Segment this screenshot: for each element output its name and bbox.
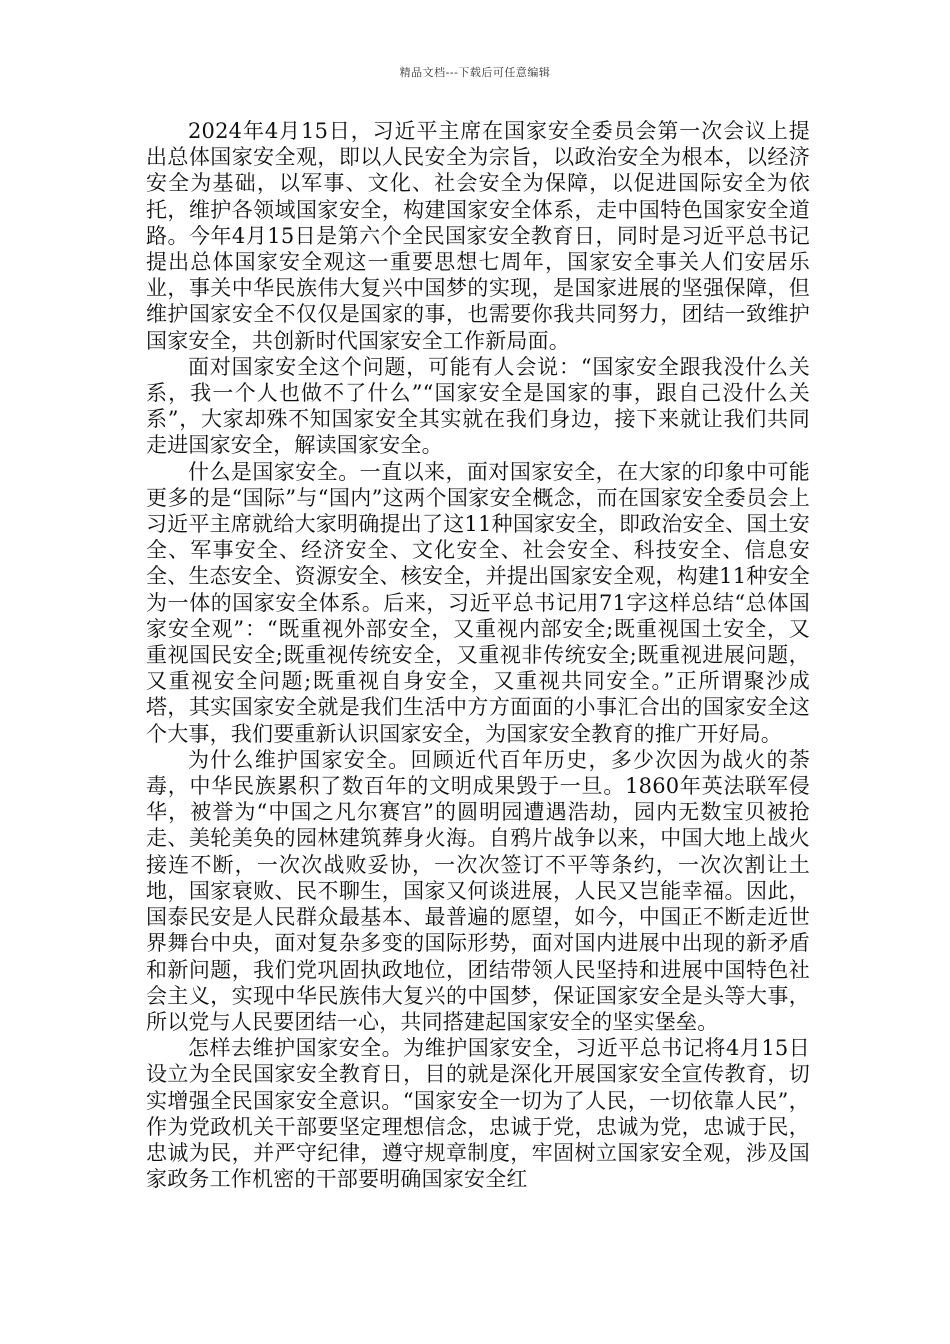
paragraph-how: 怎样去维护国家安全。为维护国家安全，习近平总书记将4月15日设立为全民国家安全教育日，目的就是深化开展国家安全宣传教育，切实增强全民国家安全意识。“国家安全一切为了人民，一切依靠人民”，作为党政机关干部要坚定理想信念，忠诚于党，忠诚为党，忠诚于民，忠诚为民，并严守纪律，遵守规章制度，牢固树立国家安全观，涉及国家政务工作机密的干部要明确国家安全红: [146, 1036, 810, 1192]
paragraph-intro: 2024年4月15日，习近平主席在国家安全委员会第一次会议上提出总体国家安全观，即以人民安全为宗旨，以政治安全为根本，以经济安全为基础，以军事、文化、社会安全为保障，以促进国际安全为依托，维护各领域国家安全，构建国家安全体系，走中国特色国家安全道路。今年4月15日是第六个全民国家安全教育日，同时是习近平总书记提出总体国家安全观这一重要思想七周年，国家安全事关人们安居乐业，事关中华民族伟大复兴中国梦的实现，是国家进展的坚强保障，但维护国家安全不仅仅是国家的事，也需要你我共同努力，团结一致维护国家安全，共创新时代国家安全工作新局面。: [146, 119, 810, 353]
paragraph-why: 为什么维护国家安全。回顾近代百年历史，多少次因为战火的荼毒，中华民族累积了数百年的文明成果毁于一旦。1860年英法联军侵华，被誉为“中国之凡尔赛宫”的圆明园遭遇浩劫，园内无数宝贝被抢走、美轮美奂的园林建筑葬身火海。自鸦片战争以来，中国大地上战火接连不断，一次次战败妥协，一次次签订不平等条约，一次次割让土地，国家衰败、民不聊生，国家又何谈进展，人民又岂能幸福。因此，国泰民安是人民群众最基本、最普遍的愿望，如今，中国正不断走近世界舞台中央，面对复杂多变的国际形势，面对国内进展中出现的新矛盾和新问题，我们党巩固执政地位，团结带领人民坚持和进展中国特色社会主义，实现中华民族伟大复兴的中国梦，保证国家安全是头等大事，所以党与人民要团结一心，共同搭建起国家安全的坚实堡垒。: [146, 747, 810, 1034]
document-body: [146, 118, 810, 1192]
paragraph-question: 面对国家安全这个问题，可能有人会说：“国家安全跟我没什么关系，我一个人也做不了什么”“国家安全是国家的事，跟自己没什么关系”，大家却殊不知国家安全其实就在我们身边，接下来就让我们共同走进国家安全，解读国家安全。: [146, 354, 810, 458]
page-header: 精品文档---下载后可任意编辑: [399, 66, 551, 79]
paragraph-what-is: 什么是国家安全。一直以来，面对国家安全，在大家的印象中可能更多的是“国际”与“国内”这两个国家安全概念，而在国家安全委员会上习近平主席就给大家明确提出了这11种国家安全，即政治安全、国土安全、军事安全、经济安全、文化安全、社会安全、科技安全、信息安全、生态安全、资源安全、核安全，并提出国家安全观，构建11种安全为一体的国家安全体系。后来，习近平总书记用71字这样总结“总体国家安全观”：“既重视外部安全，又重视内部安全;既重视国土安全，又重视国民安全;既重视传统安全，又重视非传统安全;既重视进展问题，又重视安全问题;既重视自身安全，又重视共同安全。”正所谓聚沙成塔，其实国家安全就是我们生活中方方面面的小事汇合出的国家安全这个大事，我们要重新认识国家安全，为国家安全教育的推广开好局。: [146, 459, 810, 746]
